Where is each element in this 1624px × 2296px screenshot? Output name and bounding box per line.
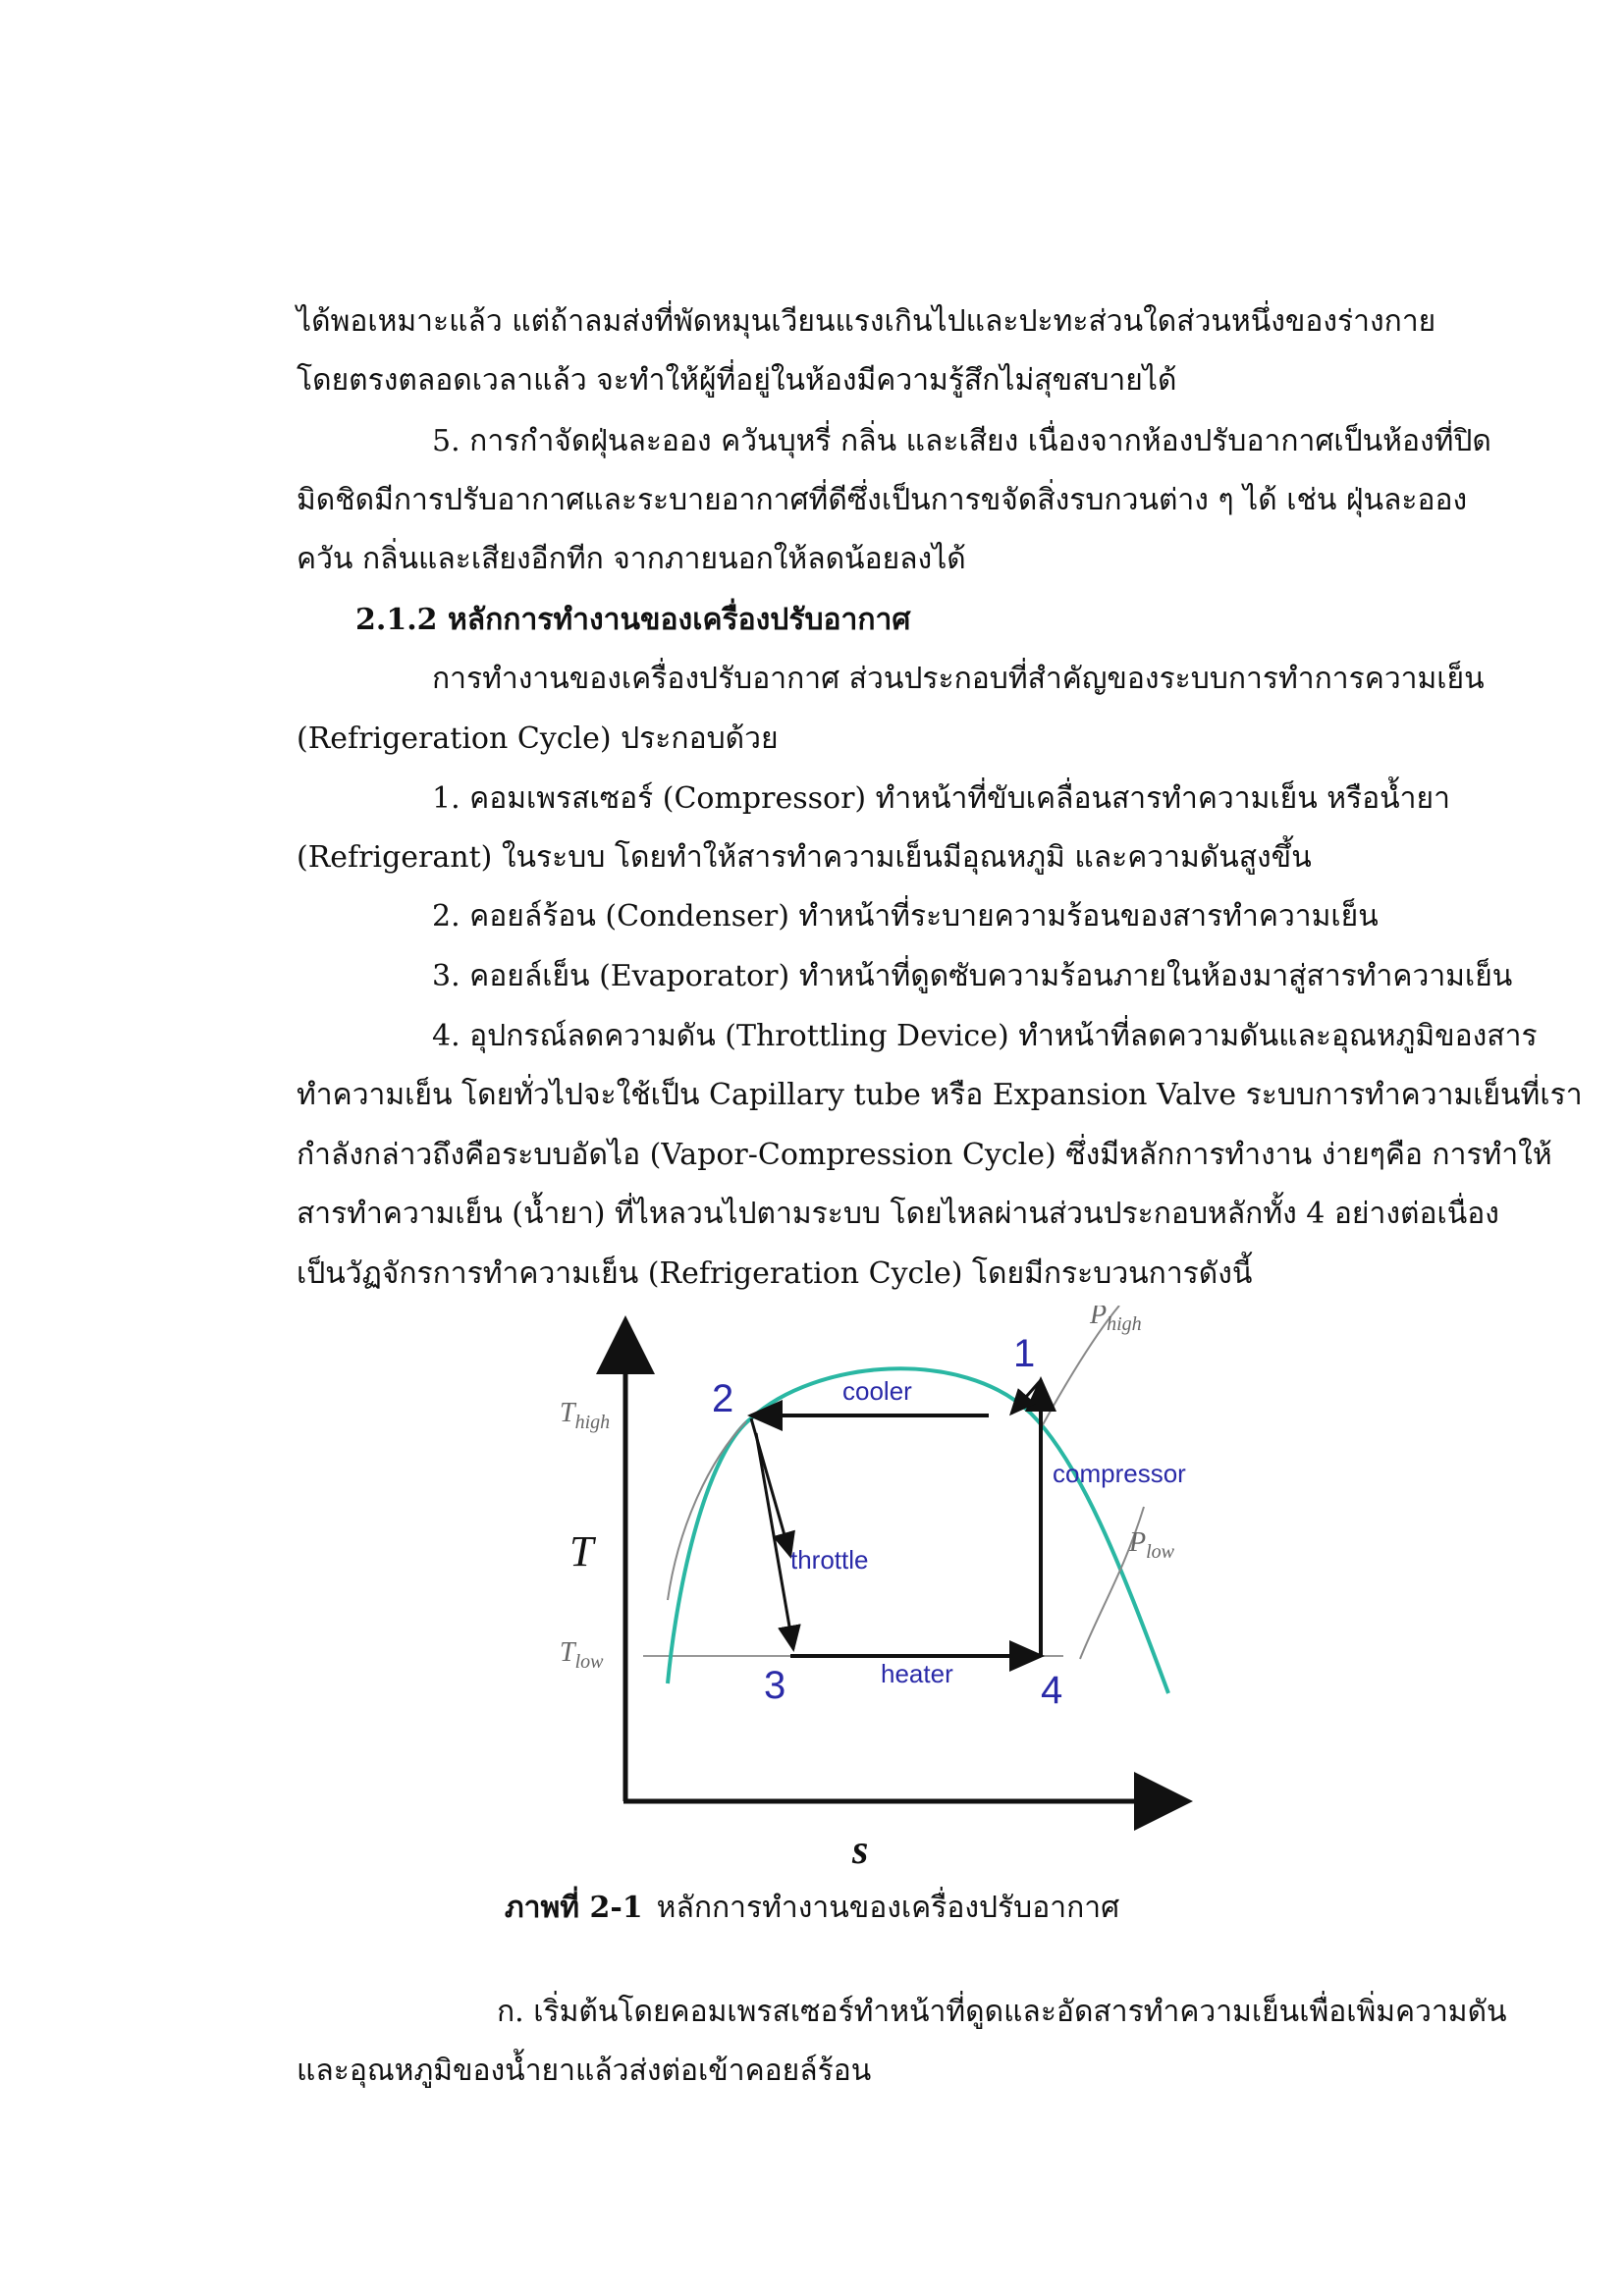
- heater-label: heater: [881, 1659, 953, 1688]
- paragraph-line: ควัน กลิ่นและเสียงอีกทีก จากภายนอกให้ลดน้อยลงได้: [297, 542, 966, 576]
- state-3-label: 3: [764, 1664, 786, 1707]
- axis-x-label: s: [852, 1828, 869, 1873]
- paragraph-line: การทำงานของเครื่องปรับอากาศ ส่วนประกอบที่สำคัญของระบบการทำการความเย็น: [432, 662, 1485, 696]
- paragraph-line: และอุณหภูมิของน้ำยาแล้วส่งต่อเข้าคอยล์ร้อน: [297, 2054, 872, 2088]
- list-item-line: 4. อุปกรณ์ลดความดัน (Throttling Device) ทำหน้าที่ลดความดันและอุณหภูมิของสาร: [432, 1019, 1538, 1053]
- p-low-label: $P_{low}$: [1129, 1527, 1175, 1563]
- caption-text: หลักการทำงานของเครื่องปรับอากาศ: [656, 1891, 1120, 1925]
- list-item-line: สารทำความเย็น (น้ำยา) ที่ไหลวนไปตามระบบ โดยไหลผ่านส่วนประกอบหลักทั้ง 4 อย่างต่อเนื่อง: [297, 1197, 1499, 1231]
- section-heading: 2.1.2 หลักการทำงานของเครื่องปรับอากาศ: [355, 603, 911, 637]
- paragraph-line: (Refrigeration Cycle) ประกอบด้วย: [297, 721, 779, 756]
- list-item-line: 3. คอยล์เย็น (Evaporator) ทำหน้าที่ดูดซับความร้อนภายในห้องมาสู่สารทำความเย็น: [432, 959, 1513, 993]
- paragraph-line: ก. เริ่มต้นโดยคอมเพรสเซอร์ทำหน้าที่ดูดและอัดสารทำความเย็นเพื่อเพิ่มความดัน: [497, 1995, 1507, 2029]
- p-high-label: $P_{high}$: [1090, 1306, 1142, 1335]
- figure-caption: [0, 1889, 1624, 1928]
- state-2-label: 2: [712, 1377, 734, 1420]
- throttle-label: throttle: [790, 1545, 869, 1575]
- paragraph-line: 5. การกำจัดฝุ่นละออง ควันบุหรี่ กลิ่น และเสียง เนื่องจากห้องปรับอากาศเป็นห้องที่ปิด: [432, 424, 1491, 458]
- compressor-label: compressor: [1053, 1459, 1186, 1488]
- list-item-line: เป็นวัฏจักรการทำความเย็น (Refrigeration Cycle) โดยมีกระบวนการดังนี้: [297, 1256, 1253, 1291]
- t-high-label: $T_{high}$: [560, 1398, 611, 1433]
- axis-y-label: T: [569, 1527, 594, 1575]
- paragraph-line: มิดชิดมีการปรับอากาศและระบายอากาศที่ดีซึ่งเป็นการขจัดสิ่งรบกวนต่าง ๆ ได้ เช่น ฝุ่นละออง: [297, 483, 1468, 517]
- t-low-label: $T_{low}$: [560, 1637, 604, 1673]
- ts-diagram: [530, 1306, 1218, 1875]
- list-item-line: 1. คอมเพรสเซอร์ (Compressor) ทำหน้าที่ขับเคลื่อนสารทำความเย็น หรือน้ำยา: [432, 781, 1450, 816]
- isobar-left: [668, 1421, 746, 1600]
- state-4-label: 4: [1041, 1669, 1063, 1712]
- list-item-line: (Refrigerant) ในระบบ โดยทำให้สารทำความเย็นมีอุณหภูมิ และความดันสูงขึ้น: [297, 840, 1312, 875]
- throttle-arrow: [756, 1433, 793, 1649]
- cooler-label: cooler: [842, 1376, 912, 1406]
- list-item-line: ทำความเย็น โดยทั่วไปจะใช้เป็น Capillary tube หรือ Expansion Valve ระบบการทำความเย็นที่เรา: [297, 1078, 1583, 1112]
- list-item-line: กำลังกล่าวถึงคือระบบอัดไอ (Vapor-Compression Cycle) ซึ่งมีหลักการทำงาน ง่ายๆคือ การทำให้: [297, 1138, 1552, 1172]
- caption-label: ภาพที่ 2-1: [504, 1891, 643, 1925]
- list-item-line: 2. คอยล์ร้อน (Condenser) ทำหน้าที่ระบายความร้อนของสารทำความเย็น: [432, 899, 1379, 934]
- paragraph-line: ได้พอเหมาะแล้ว แต่ถ้าลมส่งที่พัดหมุนเวียนแรงเกินไปและปะทะส่วนใดส่วนหนึ่งของร่างกาย: [297, 304, 1436, 339]
- paragraph-line: โดยตรงตลอดเวลาแล้ว จะทำให้ผู้ที่อยู่ในห้องมีความรู้สึกไม่สุขสบายได้: [297, 363, 1177, 398]
- state-1-label: 1: [1013, 1332, 1036, 1375]
